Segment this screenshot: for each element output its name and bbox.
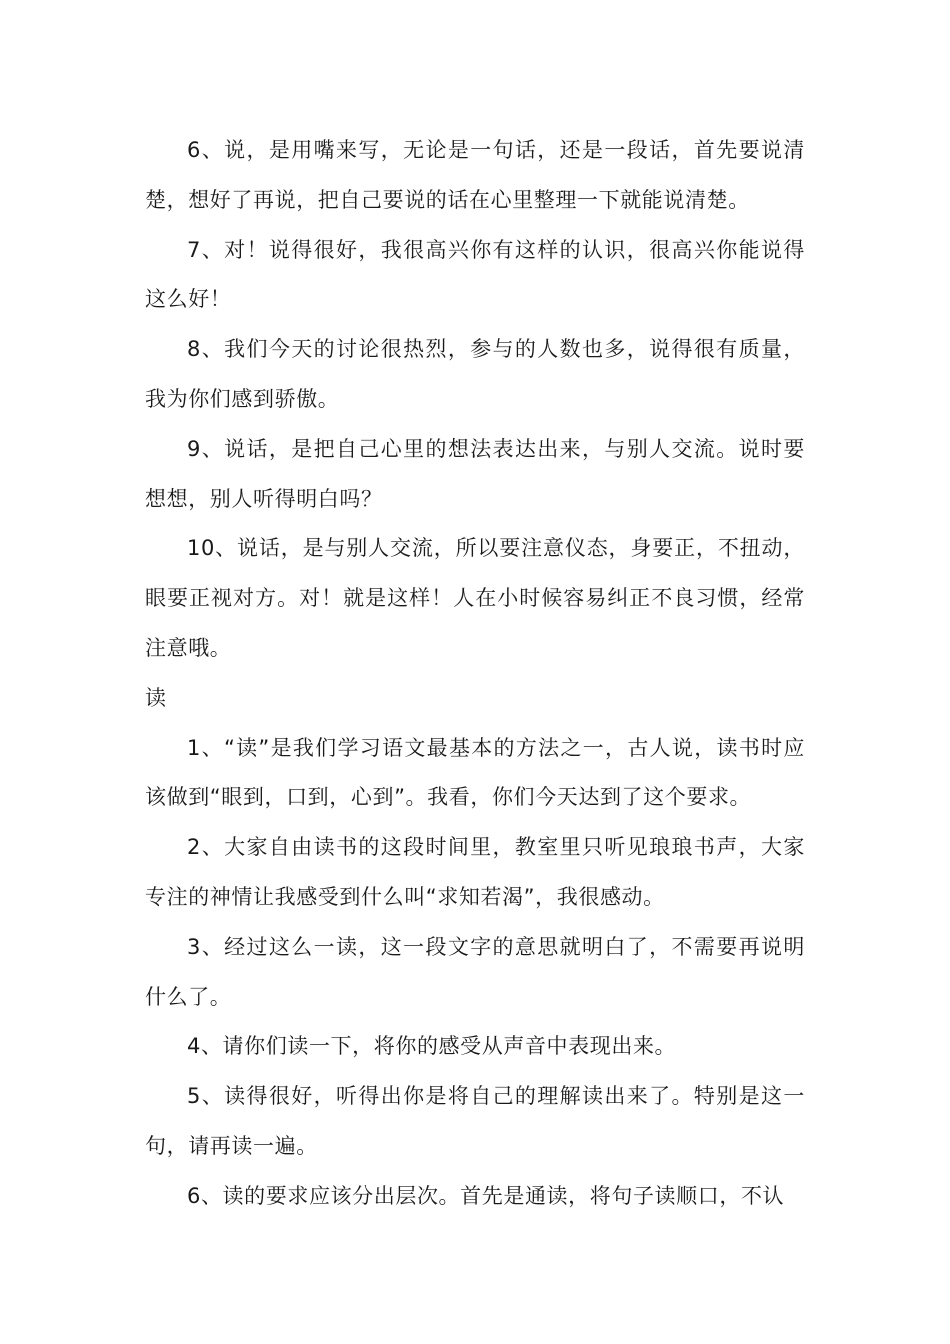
paragraph-speak-10: 10、说话，是与别人交流，所以要注意仪态，身要正，不扭动，眼要正视对方。对！就是这样！人在小时候容易纠正不良习惯，经常注意哦。 [145, 536, 805, 660]
paragraph-speak-9: 9、说话，是把自己心里的想法表达出来，与别人交流。说时要想想，别人听得明白吗？ [145, 436, 805, 511]
section-heading-read: 读 [145, 685, 167, 710]
paragraph-speak-7: 7、对！说得很好，我很高兴你有这样的认识，很高兴你能说得这么好！ [145, 237, 805, 312]
paragraph-read-2: 2、大家自由读书的这段时间里，教室里只听见琅琅书声，大家专注的神情让我感受到什么叫“求知若渴”，我很感动。 [145, 835, 805, 909]
paragraph-read-6: 6、读的要求应该分出层次。首先是通读，将句子读顺口，不认 [187, 1183, 785, 1208]
document-body [145, 126, 805, 1222]
paragraph-speak-8: 8、我们今天的讨论很热烈，参与的人数也多，说得很有质量，我为你们感到骄傲。 [145, 337, 805, 411]
paragraph-read-3: 3、经过这么一读，这一段文字的意思就明白了，不需要再说明什么了。 [145, 934, 805, 1009]
paragraph-speak-6: 6、说，是用嘴来写，无论是一句话，还是一段话，首先要说清楚，想好了再说，把自己要说的话在心里整理一下就能说清楚。 [145, 138, 805, 212]
paragraph-read-4: 4、请你们读一下，将你的感受从声音中表现出来。 [187, 1034, 677, 1059]
paragraph-read-1: 1、“读”是我们学习语文最基本的方法之一，古人说，读书时应该做到“眼到，口到，心到”。我看，你们今天达到了这个要求。 [145, 735, 805, 810]
paragraph-read-5: 5、读得很好，听得出你是将自己的理解读出来了。特别是这一句，请再读一遍。 [145, 1084, 805, 1158]
